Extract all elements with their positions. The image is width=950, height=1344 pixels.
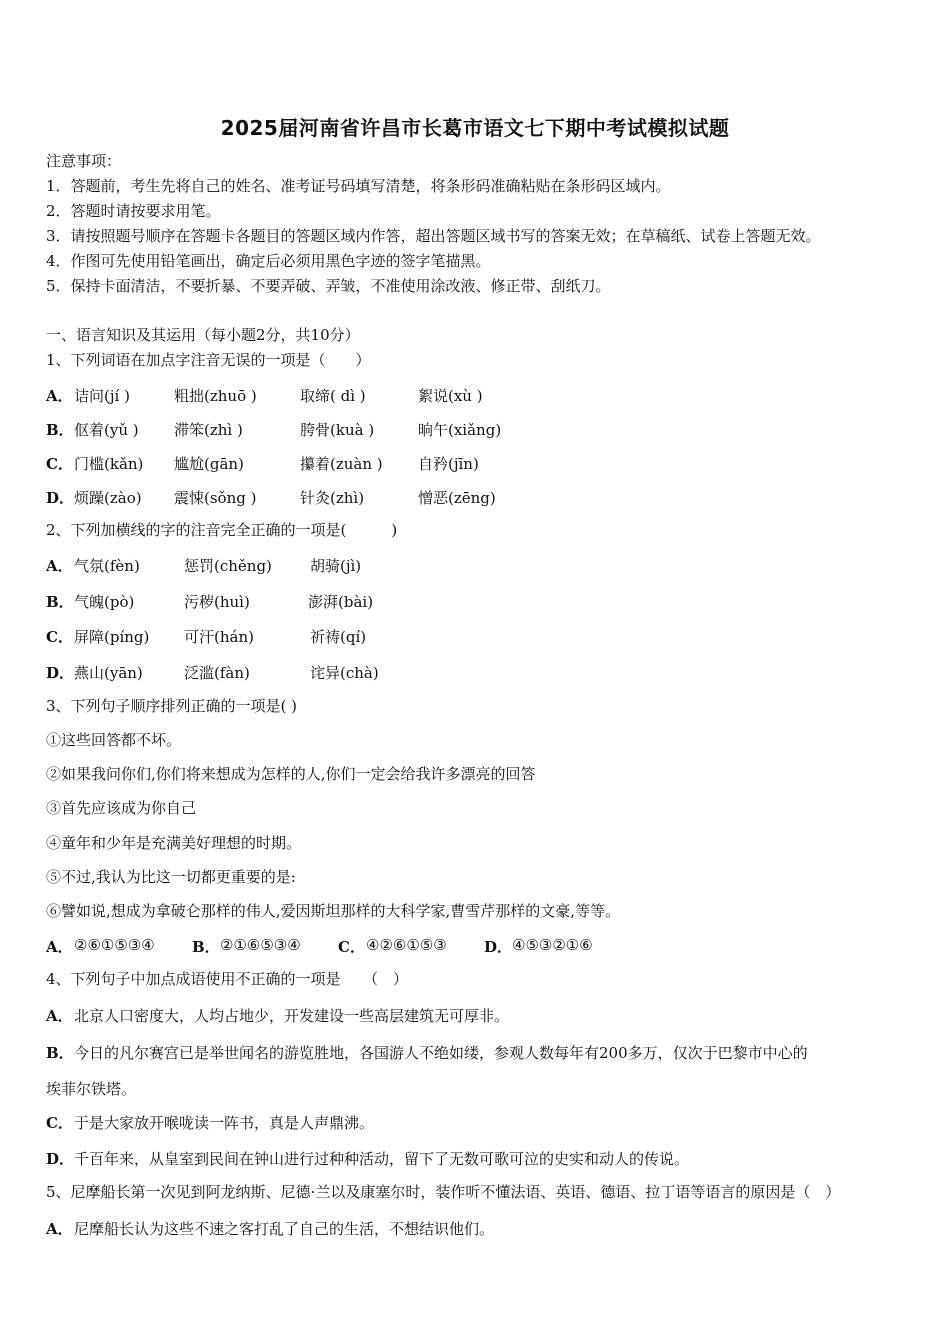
option-word: 胯骨(kuà ) <box>300 421 375 439</box>
notes-heading: 注意事项： <box>46 152 122 170</box>
option-label: C． <box>338 938 365 956</box>
option-word: 晌午(xiǎng) <box>418 421 502 439</box>
option-word: 污秽(huì) <box>184 593 250 611</box>
option-word: 伛着(yǔ ) <box>74 421 139 439</box>
question-4-stem: 4、下列句子中加点成语使用不正确的一项是 （ ） <box>46 970 409 988</box>
option-word: 诧异(chà) <box>310 664 379 682</box>
option-word: 尴尬(gān) <box>174 455 244 473</box>
option-word: 门槛(kǎn) <box>74 455 144 473</box>
option-text: ②①⑥⑤③④ <box>220 936 301 954</box>
q3-sentence: ①这些回答都不坏。 <box>46 731 182 749</box>
note-item: 2．答题时请按要求用笔。 <box>46 202 221 220</box>
option-word: 燕山(yān) <box>74 664 143 682</box>
q3-sentence: ⑥譬如说,想成为拿破仑那样的伟人,爱因斯坦那样的大科学家,曹雪芹那样的文豪,等等。 <box>46 902 621 920</box>
option-label: A． <box>46 938 73 956</box>
option-word: 滞笨(zhì ) <box>174 421 243 439</box>
option-word: 憎恶(zēng) <box>418 489 496 507</box>
option-word: 诘问(jí ) <box>74 387 130 405</box>
option-word: 泛滥(fàn) <box>184 664 250 682</box>
option-text: 埃菲尔铁塔。 <box>46 1080 137 1098</box>
option-word: 澎湃(bài) <box>308 593 374 611</box>
option-text: ②⑥①⑤③④ <box>74 936 155 954</box>
option-text: 北京人口密度大，人均占地少，开发建设一些高层建筑无可厚非。 <box>74 1007 510 1025</box>
option-word: 针灸(zhì) <box>300 489 365 507</box>
q3-sentence: ④童年和少年是充满美好理想的时期。 <box>46 834 302 852</box>
note-item: 4．作图可先使用铅笔画出，确定后必须用黑色字迹的签字笔描黑。 <box>46 252 491 270</box>
question-2-stem: 2、下列加横线的字的注音完全正确的一项是( ) <box>46 521 398 539</box>
option-word: 祈祷(qí) <box>310 628 367 646</box>
option-label: B． <box>192 938 220 956</box>
option-word: 气魄(pò) <box>74 593 135 611</box>
note-item: 5．保持卡面清洁，不要折暴、不要弄破、弄皱，不准使用涂改液、修正带、刮纸刀。 <box>46 277 611 295</box>
option-text: 今日的凡尔赛宫已是举世闻名的游览胜地，各国游人不绝如缕，参观人数每年有200多万，仅次于巴黎市中心的 <box>74 1044 808 1062</box>
option-word: 胡骑(jì) <box>310 557 362 575</box>
option-text: ④②⑥①⑤③ <box>366 936 447 954</box>
question-1-stem: 1、下列词语在加点字注音无误的一项是（ ） <box>46 351 371 369</box>
section-heading: 一、语言知识及其运用（每小题2分，共10分） <box>46 326 360 344</box>
option-label: A． <box>46 1220 73 1238</box>
page-title: 2025届河南省许昌市长葛市语文七下期中考试模拟试题 <box>220 116 730 140</box>
option-label: B． <box>46 1044 74 1062</box>
option-label: B． <box>46 421 74 439</box>
question-3-stem: 3、下列句子顺序排列正确的一项是( ) <box>46 697 298 715</box>
option-word: 絮说(xù ) <box>418 387 483 405</box>
option-label: C． <box>46 1114 73 1132</box>
option-label: D． <box>46 489 75 507</box>
note-item: 1．答题前，考生先将自己的姓名、准考证号码填写清楚，将条形码准确粘贴在条形码区域内。 <box>46 177 671 195</box>
option-label: A． <box>46 557 73 575</box>
option-label: A． <box>46 387 73 405</box>
option-text: 于是大家放开喉咙读一阵书，真是人声鼎沸。 <box>74 1114 375 1132</box>
option-word: 震悚(sǒng ) <box>174 489 257 507</box>
option-label: C． <box>46 628 73 646</box>
q3-sentence: ③首先应该成为你自己 <box>46 799 197 817</box>
option-text: 尼摩船长认为这些不速之客打乱了自己的生活，不想结识他们。 <box>74 1220 495 1238</box>
option-label: B． <box>46 593 74 611</box>
option-label: D． <box>484 938 513 956</box>
q3-sentence: ⑤不过,我认为比这一切都更重要的是: <box>46 868 296 886</box>
option-word: 攥着(zuàn ) <box>300 455 383 473</box>
option-word: 气氛(fèn) <box>74 557 140 575</box>
option-word: 自矜(jīn) <box>418 455 479 473</box>
option-label: C． <box>46 455 73 473</box>
option-word: 取缔( dì ) <box>300 387 366 405</box>
option-label: D． <box>46 664 75 682</box>
note-item: 3．请按照题号顺序在答题卡各题目的答题区域内作答，超出答题区域书写的答案无效；在草稿纸、试卷上答题无效。 <box>46 227 821 245</box>
option-word: 粗拙(zhuō ) <box>174 387 257 405</box>
option-text: 千百年来，从皇室到民间在钟山进行过种种活动，留下了无数可歌可泣的史实和动人的传说。 <box>74 1150 690 1168</box>
option-label: D． <box>46 1150 75 1168</box>
q3-sentence: ②如果我问你们,你们将来想成为怎样的人,你们一定会给我许多漂亮的回答 <box>46 765 536 783</box>
option-word: 烦躁(zào) <box>74 489 142 507</box>
option-text: ④⑤③②①⑥ <box>512 936 593 954</box>
question-5-stem: 5、尼摩船长第一次见到阿龙纳斯、尼德·兰以及康塞尔时，装作听不懂法语、英语、德语、拉丁语等语言的原因是（ ） <box>46 1183 841 1201</box>
option-word: 惩罚(chěng) <box>184 557 272 575</box>
option-word: 可汗(hán) <box>184 628 254 646</box>
option-label: A． <box>46 1007 73 1025</box>
option-word: 屏障(píng) <box>74 628 150 646</box>
